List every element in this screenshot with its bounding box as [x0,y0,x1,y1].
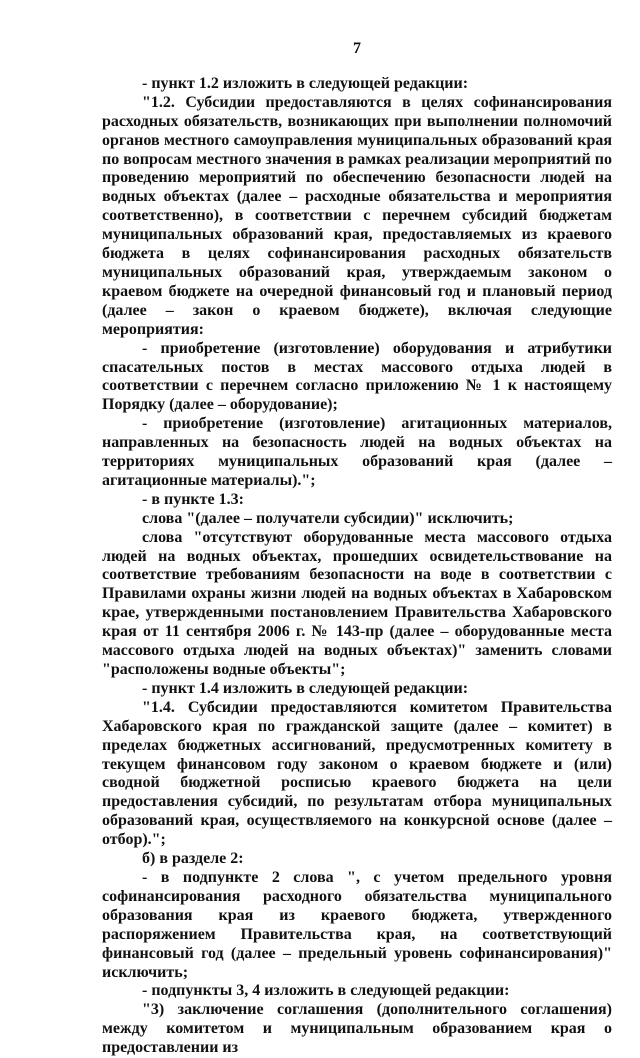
paragraph: - пункт 1.2 изложить в следующей редакции: [142,74,469,92]
page-number: 7 [353,40,361,57]
paragraph: слова "(далее – получатели субсидии)" исключить; [142,509,514,527]
paragraph: "3) заключение соглашения (дополнительного соглашения) между комитетом и муниципальным образованием края о предоставлении из [102,1001,612,1057]
paragraph: - в пункте 1.3: [142,490,244,508]
paragraph: слова "отсутствуют оборудованные места массового отдыха людей на водных объектах, прошедших освидетельствование на соответствие требованиям безопасности на воде в соответствии с Правилами охраны жизни людей на водных объектах в Хабаровском крае, утвержденными постановлением Правительства Хабаровского края от 11 сентября 2006 г. № 143-пр (далее – оборудованные места массового отдыха людей на водных объектах)" заменить словами "расположены водные объекты"; [102,528,612,678]
paragraph: "1.2. Субсидии предоставляются в целях софинансирования расходных обязательств, возникающих при выполнении полномочий органов местного самоуправления муниципальных образований края по вопросам местного значения в рамках реализации мероприятий по проведению мероприятий по обеспечению безопасности людей на водных объектах (далее – расходные обязательства и мероприятия соответственно), в соответствии с перечнем субсидий бюджетам муниципальных образований края, предоставляемых из краевого бюджета в целях софинансирования расходных обязательств муниципальных образований края, утверждаемым законом о краевом бюджете на очередной финансовый год и плановый период (далее – закон о краевом бюджете), включая следующие мероприятия: [102,93,612,338]
paragraph: - пункт 1.4 изложить в следующей редакции: [142,679,469,697]
paragraph: - приобретение (изготовление) оборудования и атрибутики спасательных постов в местах массового отдыха людей в соответствии с перечнем согласно приложению № 1 к настоящему Порядку (далее – оборудование); [102,339,612,414]
paragraph: - приобретение (изготовление) агитационных материалов, направленных на безопасность людей на водных объектах на территориях муниципальных образований края (далее – агитационные материалы)."; [102,415,612,489]
paragraph: "1.4. Субсидии предоставляются комитетом Правительства Хабаровского края по гражданской защите (далее – комитет) в пределах бюджетных ассигнований, предусмотренных комитету в текущем финансовом году законом о краевом бюджете и (или) сводной бюджетной росписью краевого бюджета на цели предоставления субсидий, по результатам отбора муниципальных образований края, осуществляемого на конкурсной основе (далее – отбор)."; [102,698,612,849]
paragraph: б) в разделе 2: [142,850,244,868]
paragraph: - в подпункте 2 слова ", с учетом предельного уровня софинансирования расходного обязательства муниципального образования края из краевого бюджета, утвержденного распоряжением Правительства края, на соответствующий финансовый год (далее – предельный уровень софинансирования)" исключить; [102,868,612,981]
paragraph: - подпункты 3, 4 изложить в следующей редакции: [142,982,510,1000]
document-page [102,40,612,1058]
